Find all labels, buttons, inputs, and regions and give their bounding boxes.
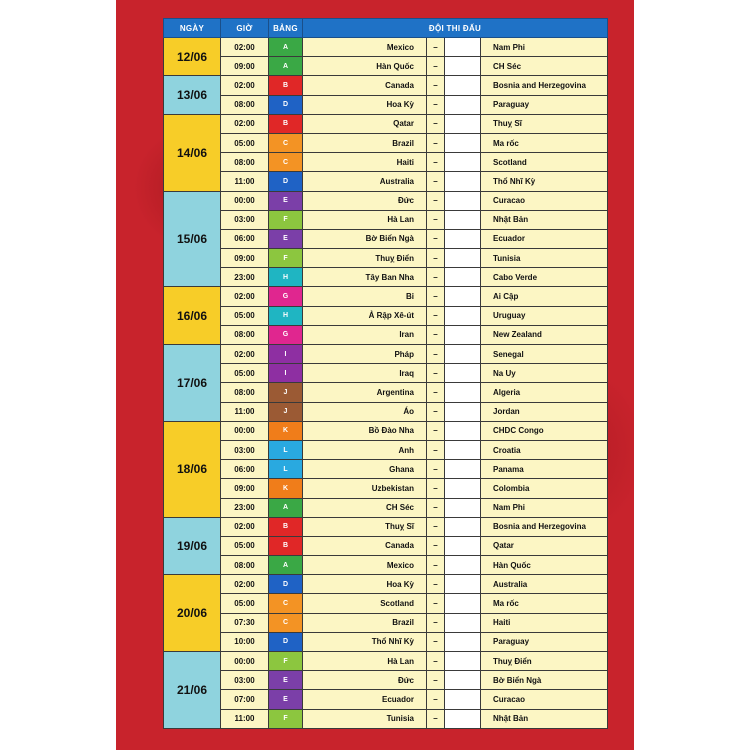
group-badge: D	[269, 95, 303, 114]
away-team: Scotland	[481, 153, 608, 172]
away-team: Colombia	[481, 479, 608, 498]
score-box	[445, 325, 481, 344]
header-time: GIỜ	[221, 19, 269, 38]
table-row	[164, 172, 608, 191]
table-header-row	[164, 19, 608, 38]
home-team: Bồ Đào Nha	[303, 421, 427, 440]
versus-dash: –	[427, 421, 445, 440]
versus-dash: –	[427, 652, 445, 671]
score-box	[445, 172, 481, 191]
versus-dash: –	[427, 498, 445, 517]
home-team: Uzbekistan	[303, 479, 427, 498]
group-badge: H	[269, 268, 303, 287]
away-team: Nam Phi	[481, 38, 608, 57]
score-box	[445, 498, 481, 517]
versus-dash: –	[427, 133, 445, 152]
match-time: 06:00	[221, 229, 269, 248]
group-badge: J	[269, 402, 303, 421]
group-badge: L	[269, 460, 303, 479]
match-time: 00:00	[221, 191, 269, 210]
away-team: CHDC Congo	[481, 421, 608, 440]
table-row	[164, 114, 608, 133]
home-team: Haiti	[303, 153, 427, 172]
match-time: 23:00	[221, 498, 269, 517]
away-team: Thổ Nhĩ Kỳ	[481, 172, 608, 191]
schedule-body	[164, 38, 608, 729]
header-matches: ĐỘI THI ĐẤU	[303, 19, 608, 38]
score-box	[445, 479, 481, 498]
group-badge: I	[269, 364, 303, 383]
versus-dash: –	[427, 172, 445, 191]
group-badge: F	[269, 249, 303, 268]
score-box	[445, 268, 481, 287]
table-row	[164, 249, 608, 268]
away-team: Ecuador	[481, 229, 608, 248]
table-row	[164, 383, 608, 402]
group-badge: K	[269, 479, 303, 498]
score-box	[445, 153, 481, 172]
table-row	[164, 440, 608, 459]
match-schedule-table	[163, 18, 608, 729]
home-team: Mexico	[303, 556, 427, 575]
home-team: Iraq	[303, 364, 427, 383]
table-row	[164, 421, 608, 440]
group-badge: A	[269, 38, 303, 57]
versus-dash: –	[427, 325, 445, 344]
match-time: 11:00	[221, 402, 269, 421]
match-time: 00:00	[221, 421, 269, 440]
versus-dash: –	[427, 536, 445, 555]
versus-dash: –	[427, 709, 445, 728]
group-badge: B	[269, 76, 303, 95]
versus-dash: –	[427, 306, 445, 325]
group-badge: D	[269, 172, 303, 191]
match-date: 13/06	[164, 76, 221, 114]
match-time: 10:00	[221, 632, 269, 651]
away-team: Ma rốc	[481, 594, 608, 613]
group-badge: E	[269, 229, 303, 248]
table-row	[164, 38, 608, 57]
table-row	[164, 652, 608, 671]
away-team: Bosnia and Herzegovina	[481, 517, 608, 536]
home-team: Anh	[303, 440, 427, 459]
group-badge: L	[269, 440, 303, 459]
away-team: Nam Phi	[481, 498, 608, 517]
versus-dash: –	[427, 268, 445, 287]
versus-dash: –	[427, 76, 445, 95]
match-date: 12/06	[164, 38, 221, 76]
versus-dash: –	[427, 249, 445, 268]
score-box	[445, 364, 481, 383]
table-row	[164, 57, 608, 76]
group-badge: F	[269, 709, 303, 728]
match-date: 15/06	[164, 191, 221, 287]
match-time: 08:00	[221, 556, 269, 575]
group-badge: C	[269, 133, 303, 152]
score-box	[445, 709, 481, 728]
away-team: Australia	[481, 575, 608, 594]
versus-dash: –	[427, 287, 445, 306]
score-box	[445, 229, 481, 248]
away-team: Algeria	[481, 383, 608, 402]
versus-dash: –	[427, 440, 445, 459]
group-badge: A	[269, 498, 303, 517]
away-team: Senegal	[481, 345, 608, 364]
versus-dash: –	[427, 153, 445, 172]
away-team: Na Uy	[481, 364, 608, 383]
away-team: Paraguay	[481, 95, 608, 114]
versus-dash: –	[427, 556, 445, 575]
versus-dash: –	[427, 95, 445, 114]
match-time: 02:00	[221, 287, 269, 306]
group-badge: H	[269, 306, 303, 325]
versus-dash: –	[427, 460, 445, 479]
table-row	[164, 613, 608, 632]
group-badge: C	[269, 594, 303, 613]
home-team: Australia	[303, 172, 427, 191]
match-date: 18/06	[164, 421, 221, 517]
versus-dash: –	[427, 690, 445, 709]
table-row	[164, 268, 608, 287]
table-row	[164, 594, 608, 613]
score-box	[445, 38, 481, 57]
away-team: Croatia	[481, 440, 608, 459]
match-date: 14/06	[164, 114, 221, 191]
score-box	[445, 287, 481, 306]
match-time: 09:00	[221, 57, 269, 76]
group-badge: G	[269, 325, 303, 344]
home-team: Pháp	[303, 345, 427, 364]
score-box	[445, 613, 481, 632]
table-row	[164, 460, 608, 479]
home-team: Thuỵ Điển	[303, 249, 427, 268]
match-time: 05:00	[221, 536, 269, 555]
home-team: Ghana	[303, 460, 427, 479]
table-row	[164, 536, 608, 555]
group-badge: J	[269, 383, 303, 402]
group-badge: D	[269, 575, 303, 594]
away-team: Cabo Verde	[481, 268, 608, 287]
home-team: Áo	[303, 402, 427, 421]
score-box	[445, 345, 481, 364]
group-badge: I	[269, 345, 303, 364]
table-row	[164, 229, 608, 248]
header-group: BẢNG	[269, 19, 303, 38]
score-box	[445, 249, 481, 268]
away-team: Curacao	[481, 690, 608, 709]
away-team: Thuỵ Điển	[481, 652, 608, 671]
score-box	[445, 421, 481, 440]
table-row	[164, 306, 608, 325]
group-badge: F	[269, 210, 303, 229]
table-row	[164, 709, 608, 728]
home-team: Thuỵ Sĩ	[303, 517, 427, 536]
table-row	[164, 498, 608, 517]
home-team: Thổ Nhĩ Kỳ	[303, 632, 427, 651]
match-time: 07:30	[221, 613, 269, 632]
table-row	[164, 76, 608, 95]
match-time: 07:00	[221, 690, 269, 709]
home-team: Ecuador	[303, 690, 427, 709]
group-badge: C	[269, 153, 303, 172]
table-row	[164, 671, 608, 690]
home-team: Scotland	[303, 594, 427, 613]
home-team: Qatar	[303, 114, 427, 133]
table-row	[164, 632, 608, 651]
table-row	[164, 191, 608, 210]
group-badge: F	[269, 652, 303, 671]
score-box	[445, 460, 481, 479]
table-row	[164, 402, 608, 421]
home-team: Mexico	[303, 38, 427, 57]
versus-dash: –	[427, 575, 445, 594]
versus-dash: –	[427, 632, 445, 651]
match-time: 23:00	[221, 268, 269, 287]
match-time: 05:00	[221, 306, 269, 325]
match-time: 11:00	[221, 172, 269, 191]
match-time: 02:00	[221, 76, 269, 95]
versus-dash: –	[427, 191, 445, 210]
score-box	[445, 632, 481, 651]
group-badge: C	[269, 613, 303, 632]
score-box	[445, 556, 481, 575]
group-badge: B	[269, 517, 303, 536]
match-time: 08:00	[221, 325, 269, 344]
home-team: Đức	[303, 191, 427, 210]
away-team: Ai Cập	[481, 287, 608, 306]
versus-dash: –	[427, 229, 445, 248]
away-team: Paraguay	[481, 632, 608, 651]
match-time: 06:00	[221, 460, 269, 479]
versus-dash: –	[427, 383, 445, 402]
away-team: Bosnia and Herzegovina	[481, 76, 608, 95]
away-team: Tunisia	[481, 249, 608, 268]
home-team: Brazil	[303, 133, 427, 152]
score-box	[445, 402, 481, 421]
home-team: Canada	[303, 76, 427, 95]
match-time: 02:00	[221, 575, 269, 594]
match-time: 02:00	[221, 114, 269, 133]
group-badge: B	[269, 114, 303, 133]
match-date: 20/06	[164, 575, 221, 652]
home-team: Brazil	[303, 613, 427, 632]
versus-dash: –	[427, 364, 445, 383]
away-team: Panama	[481, 460, 608, 479]
away-team: Ma rốc	[481, 133, 608, 152]
home-team: Hoa Kỳ	[303, 95, 427, 114]
group-badge: A	[269, 57, 303, 76]
match-date: 16/06	[164, 287, 221, 345]
away-team: Nhật Bản	[481, 210, 608, 229]
table-row	[164, 364, 608, 383]
table-row	[164, 287, 608, 306]
group-badge: K	[269, 421, 303, 440]
versus-dash: –	[427, 210, 445, 229]
table-row	[164, 95, 608, 114]
group-badge: E	[269, 191, 303, 210]
group-badge: E	[269, 671, 303, 690]
away-team: Haiti	[481, 613, 608, 632]
score-box	[445, 191, 481, 210]
home-team: Hà Lan	[303, 652, 427, 671]
match-time: 09:00	[221, 479, 269, 498]
score-box	[445, 306, 481, 325]
score-box	[445, 95, 481, 114]
versus-dash: –	[427, 345, 445, 364]
match-time: 11:00	[221, 709, 269, 728]
match-time: 05:00	[221, 133, 269, 152]
versus-dash: –	[427, 517, 445, 536]
away-team: Hàn Quốc	[481, 556, 608, 575]
header-date: NGÀY	[164, 19, 221, 38]
table-row	[164, 575, 608, 594]
match-time: 08:00	[221, 95, 269, 114]
group-badge: D	[269, 632, 303, 651]
match-time: 02:00	[221, 38, 269, 57]
away-team: CH Séc	[481, 57, 608, 76]
home-team: Bờ Biển Ngà	[303, 229, 427, 248]
table-row	[164, 153, 608, 172]
away-team: Qatar	[481, 536, 608, 555]
score-box	[445, 440, 481, 459]
group-badge: A	[269, 556, 303, 575]
versus-dash: –	[427, 114, 445, 133]
versus-dash: –	[427, 479, 445, 498]
home-team: Tây Ban Nha	[303, 268, 427, 287]
score-box	[445, 594, 481, 613]
table-row	[164, 479, 608, 498]
home-team: CH Séc	[303, 498, 427, 517]
home-team: Ả Rập Xê-út	[303, 306, 427, 325]
away-team: Uruguay	[481, 306, 608, 325]
score-box	[445, 536, 481, 555]
match-time: 03:00	[221, 671, 269, 690]
away-team: New Zealand	[481, 325, 608, 344]
table-row	[164, 325, 608, 344]
match-time: 03:00	[221, 440, 269, 459]
versus-dash: –	[427, 38, 445, 57]
score-box	[445, 383, 481, 402]
match-date: 19/06	[164, 517, 221, 575]
home-team: Hàn Quốc	[303, 57, 427, 76]
versus-dash: –	[427, 402, 445, 421]
away-team: Nhật Bản	[481, 709, 608, 728]
score-box	[445, 76, 481, 95]
score-box	[445, 652, 481, 671]
score-box	[445, 671, 481, 690]
home-team: Đức	[303, 671, 427, 690]
versus-dash: –	[427, 671, 445, 690]
away-team: Bờ Biển Ngà	[481, 671, 608, 690]
table-row	[164, 210, 608, 229]
match-time: 05:00	[221, 594, 269, 613]
match-time: 00:00	[221, 652, 269, 671]
score-box	[445, 210, 481, 229]
versus-dash: –	[427, 613, 445, 632]
group-badge: G	[269, 287, 303, 306]
home-team: Hà Lan	[303, 210, 427, 229]
home-team: Bỉ	[303, 287, 427, 306]
match-time: 08:00	[221, 153, 269, 172]
versus-dash: –	[427, 57, 445, 76]
table-row	[164, 345, 608, 364]
group-badge: E	[269, 690, 303, 709]
table-row	[164, 517, 608, 536]
score-box	[445, 133, 481, 152]
match-date: 17/06	[164, 345, 221, 422]
away-team: Curacao	[481, 191, 608, 210]
match-time: 03:00	[221, 210, 269, 229]
table-row	[164, 690, 608, 709]
match-date: 21/06	[164, 652, 221, 729]
table-row	[164, 133, 608, 152]
home-team: Tunisia	[303, 709, 427, 728]
score-box	[445, 575, 481, 594]
score-box	[445, 690, 481, 709]
away-team: Jordan	[481, 402, 608, 421]
match-time: 09:00	[221, 249, 269, 268]
versus-dash: –	[427, 594, 445, 613]
home-team: Hoa Kỳ	[303, 575, 427, 594]
home-team: Iran	[303, 325, 427, 344]
match-time: 02:00	[221, 345, 269, 364]
score-box	[445, 57, 481, 76]
match-time: 08:00	[221, 383, 269, 402]
away-team: Thuỵ Sĩ	[481, 114, 608, 133]
score-box	[445, 114, 481, 133]
table-row	[164, 556, 608, 575]
score-box	[445, 517, 481, 536]
home-team: Argentina	[303, 383, 427, 402]
group-badge: B	[269, 536, 303, 555]
home-team: Canada	[303, 536, 427, 555]
match-time: 05:00	[221, 364, 269, 383]
match-time: 02:00	[221, 517, 269, 536]
